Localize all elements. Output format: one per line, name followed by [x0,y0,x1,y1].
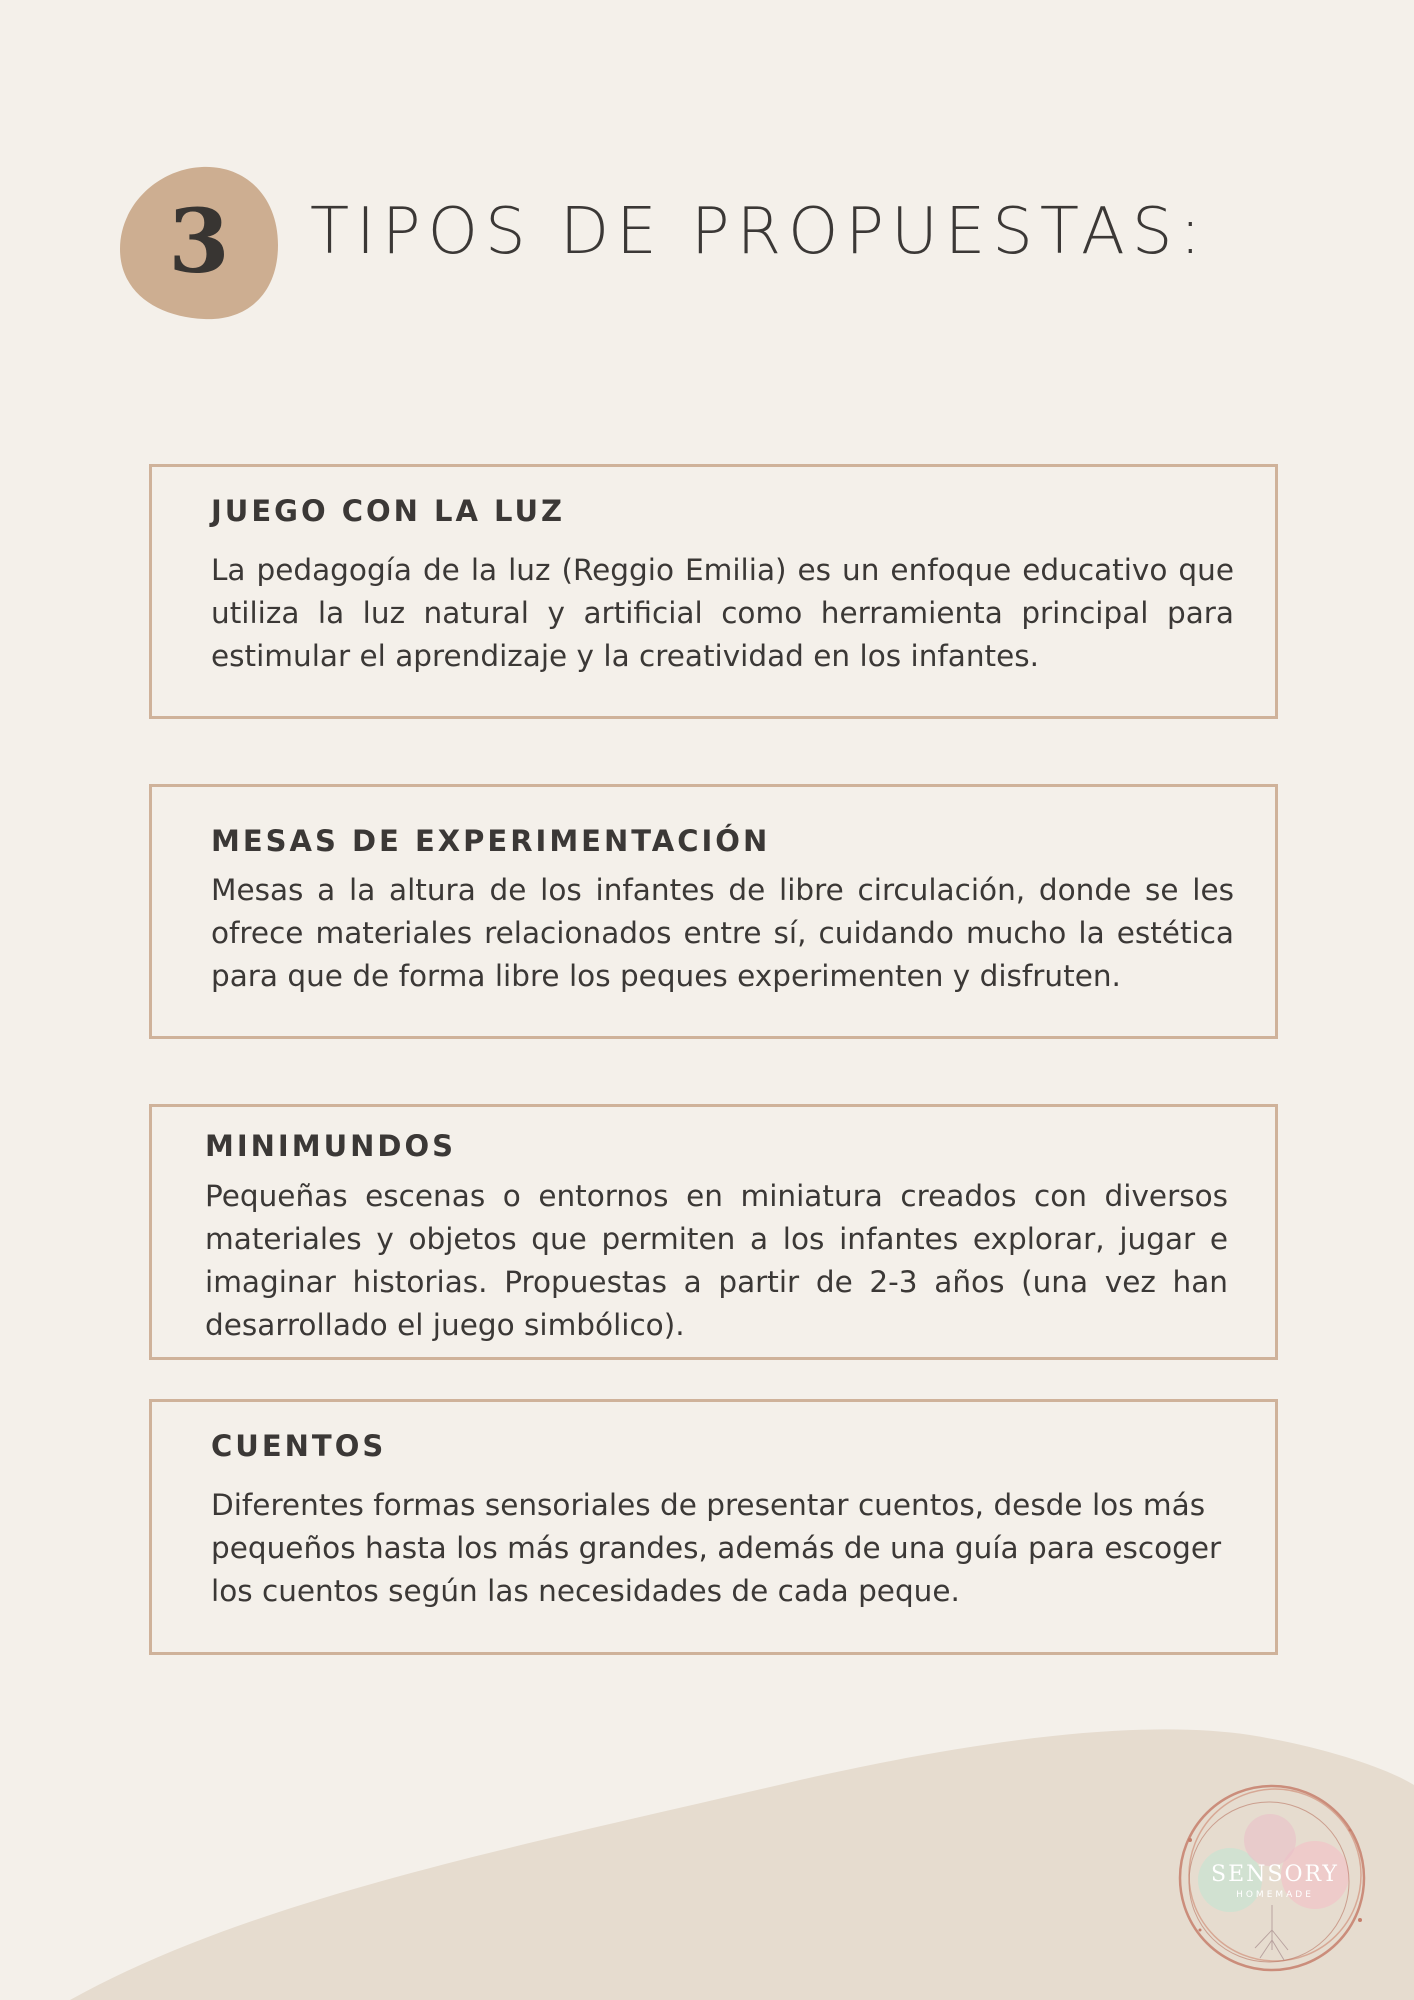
logo-subtitle: HOMEMADE [1236,1890,1314,1900]
card-body: Mesas a la altura de los infantes de libre circulación, donde se les ofrece materiales relacionados entre sí, cuidando mucho la estética para que de forma libre los peques experimenten y disfruten. [211,873,1234,993]
card-title: MESAS DE EXPERIMENTACIÓN [211,824,771,858]
page-header [0,0,1414,360]
card-cuentos [149,1399,1278,1655]
card-juego-con-la-luz [149,464,1278,719]
logo-wordmark: SENSORY [1211,1862,1339,1887]
card-title: CUENTOS [211,1429,387,1463]
card-body: Pequeñas escenas o entornos en miniatura creados con diversos materiales y objetos que permiten a los infantes explorar, jugar e imaginar historias. Propuestas a partir de 2-3 años (una vez han desarrollado el juego simbólico). [205,1179,1228,1342]
card-minimundos [149,1104,1278,1360]
card-body: La pedagogía de la luz (Reggio Emilia) es un enfoque educativo que utiliza la luz natural y artificial como herramienta principal para estimular el aprendizaje y la creatividad en los infantes. [211,553,1234,673]
card-title: MINIMUNDOS [205,1129,456,1163]
section-number: 3 [168,189,230,293]
card-title: JUEGO CON LA LUZ [211,494,566,528]
section-number-badge [118,165,280,321]
sensory-homemade-logo [1160,1770,1390,1980]
card-mesas-de-experimentacion [149,784,1278,1039]
page-title: TIPOS DE PROPUESTAS: [310,195,1208,269]
card-body: Diferentes formas sensoriales de presentar cuentos, desde los más pequeños hasta los más grandes, además de una guía para escoger los cuentos según las necesidades de cada peque. [211,1488,1222,1608]
